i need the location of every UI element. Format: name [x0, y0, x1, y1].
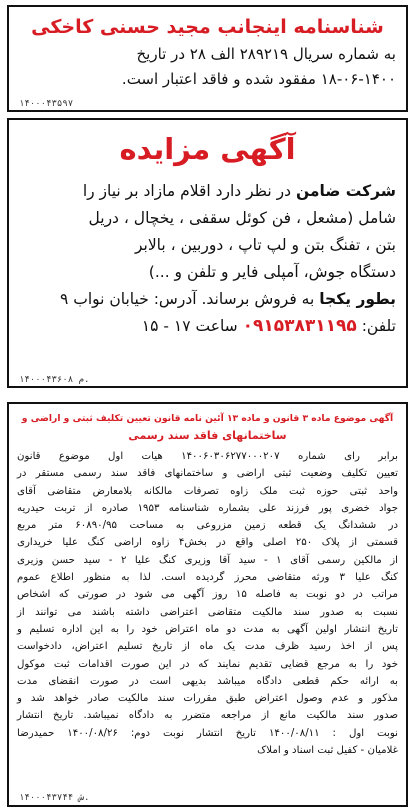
notice-line: صدور سند مالکیت مانع از مراجعه متضرر به دادگاه نمیباشد. تاریخ انتشار — [17, 710, 398, 722]
notice-line: برابر رای شماره ۱۴۰۰۶۰۳۰۶۲۷۷۰۰۰۲۰۷ هیات اول موضوع قانون — [17, 451, 398, 462]
contact-line — [19, 313, 396, 340]
notice-line: نوبت اول : ۱۴۰۰/۰۸/۱۱ تاریخ انتشار نوبت دوم: ۱۴۰۰/۰۸/۲۶ حمیدرضا — [17, 727, 398, 739]
notice-title: آگهی مزایده — [119, 132, 296, 166]
notice-line — [19, 178, 396, 205]
notice-line: تاریخ انتشار اولین آگهی به مدت دو ماه اعتراض خود را به این اداره تسلیم و — [17, 623, 398, 635]
notice-line: خود را به مرجع قضایی تقدیم نمایند که در این صورت اقدامات ثبت موکول — [17, 658, 398, 670]
notice-line: نسبت به صدور سند مالکیت متقاضی اعتراضی داشته باشند می توانند از — [17, 606, 398, 618]
notice-line: به شماره سریال ۲۸۹۲۱۹ الف ۲۸ در تاریخ — [136, 45, 396, 63]
notice-line — [19, 286, 396, 313]
notice-line: ۱۸-۰۶-۱۴۰۰ مفقود شده و فاقد اعتبار است. — [121, 70, 396, 88]
notice-line: پس از اخذ رسید ظرف مدت یک ماه از تاریخ تسلیم اعتراض، دادخواست — [17, 641, 398, 653]
notice-line: مراتب در دو نوبت به فاصله ۱۵ روز آگهی می شود در صورتی که اشخاص — [17, 589, 398, 601]
company-name: شرکت ضامن — [295, 182, 396, 200]
ad-number: ۱۴۰۰۰۴۳۶۰۸ م. — [19, 375, 90, 385]
notice-line: کنگ علیا ۳ ورثه متقاضی محرز گردیده است. لذا به منظور اطلاع عموم — [17, 572, 398, 584]
sale-bold-text: بطور یکجا — [319, 290, 396, 308]
notice-line: شامل (مشعل ، فن کوئل سقفی ، یخچال ، دریل — [88, 209, 396, 227]
notice-text: در نظر دارد اقلام مازاد بر نیاز را — [82, 182, 292, 200]
notice-title: شناسنامه اینجانب مجید حسنی کاخکی — [31, 16, 384, 38]
ad-number: ۱۴۰۰۰۴۳۷۴۴ ش. — [19, 793, 90, 803]
ad-number: ۱۴۰۰۰۴۳۵۹۷ — [19, 99, 74, 109]
notice-line: به ارائه حکم قطعی دادگاه میباشد بدیهی است در صورت انقضای مدت — [17, 675, 398, 687]
notice-line: بتن ، تفنگ بتن و لپ تاپ ، دوربین ، بالابر — [134, 236, 396, 254]
business-hours: ساعت ۱۷ - ۱۵ — [141, 317, 238, 335]
notice-line: در ششدانگ یک قطعه زمین مزروعی به مساحت ۶۰۸۹۰/۹۵ متر مربع — [17, 520, 398, 532]
sale-text: به فروش برساند. آدرس: خیابان نواب ۹ — [59, 290, 315, 308]
notice-line: قسمتی از پلاک ۲۵۰ اصلی واقع در بخش۴ زاوه اراضی کنگ علیا خریداری — [17, 537, 398, 549]
notice-line: از مالکین رسمی آقای ۱ - سید آقا وزیری کنگ علیا ۲ - سید حسن وزیری — [17, 554, 398, 566]
notice-title-line1: آگهی موضوع ماده ۳ قانون و ماده ۱۳ آئین نامه قانون تعیین تکلیف ثبتی و اراضی و — [21, 413, 394, 424]
lost-id-notice — [7, 5, 408, 112]
notice-line: جواد خضری پور فرزند علی بشماره شناسنامه ۱۹۵۳ صادره از تربت حیدریه — [17, 502, 398, 514]
notice-title-line2: ساختمانهای فاقد سند رسمی — [128, 429, 287, 442]
notice-body — [17, 448, 398, 759]
auction-notice — [7, 118, 408, 388]
notice-line: واحد ثبتی حوزه ثبت ملک زاوه تصرفات مالکانه بلامعارض متقاضی آقای — [17, 485, 398, 497]
land-registration-notice — [7, 402, 408, 807]
notice-line: تعیین تکلیف وضعیت ثبتی اراضی و ساختمانهای فاقد سند رسمی مستقر در — [17, 468, 398, 480]
notice-line: مذکور و عدم وصول اعتراض طبق مقررات سند مالکیت صادر خواهد شد و — [17, 693, 398, 705]
notice-line: دستگاه جوش، آمپلی فایر و تلفن و ...) — [148, 263, 396, 281]
notice-line: غلامیان - کفیل ثبت اسناد و املاک — [257, 745, 398, 757]
phone-label: تلفن: — [361, 317, 396, 335]
phone-number: ۰۹۱۵۳۸۳۱۱۹۵ — [242, 316, 357, 336]
